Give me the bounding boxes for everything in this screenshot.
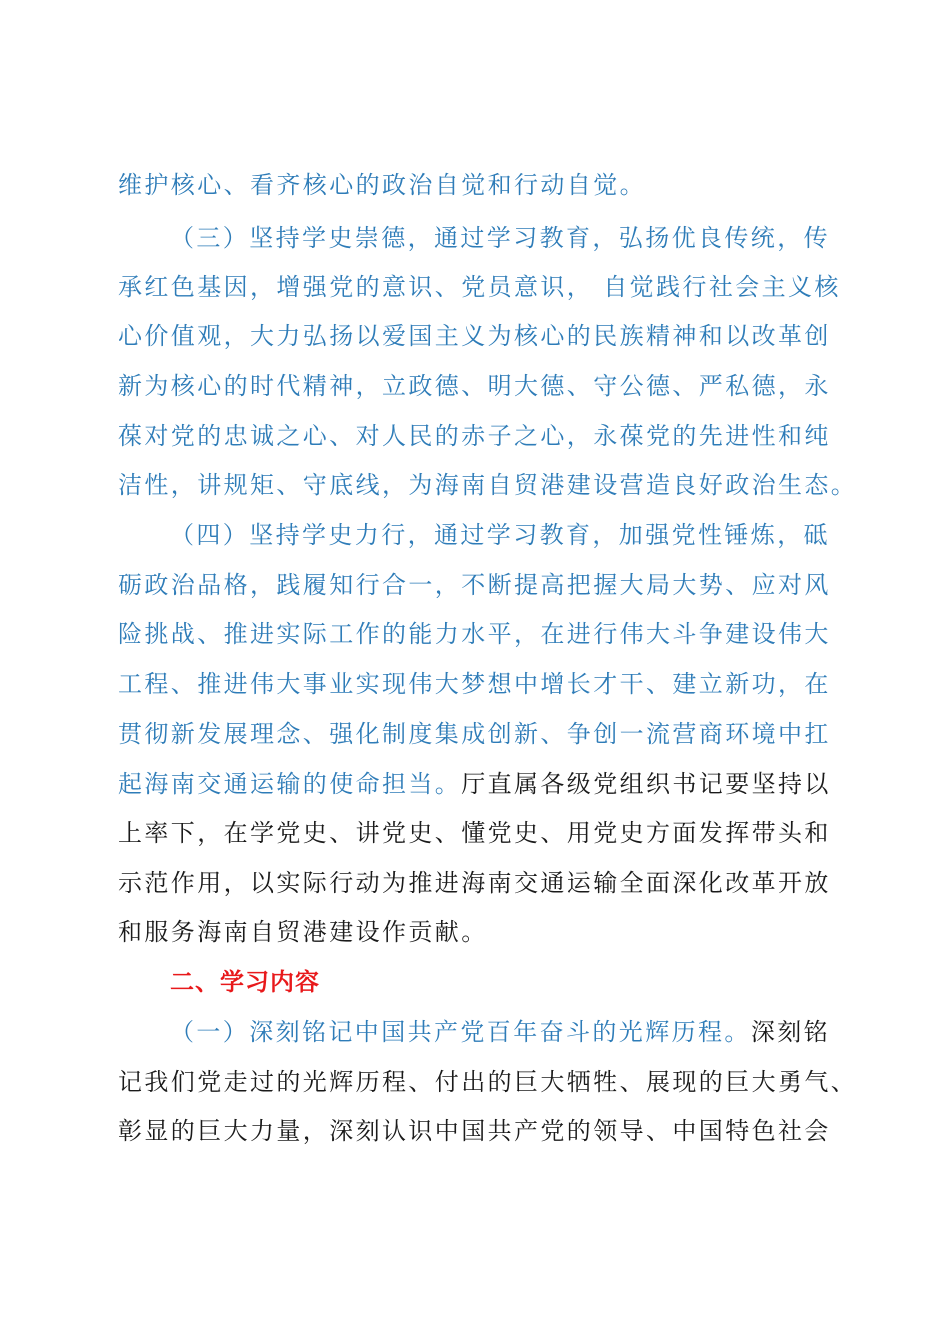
text-line: 洁性，讲规矩、守底线，为海南自贸港建设营造良好政治生态。	[118, 471, 858, 499]
text-line: 新为核心的时代精神，立政德、明大德、守公德、严私德，永	[118, 372, 831, 400]
text-line: 工程、推进伟大事业实现伟大梦想中增长才干、建立新功，在	[118, 670, 831, 698]
text-line: 记我们党走过的光辉历程、付出的巨大牺牲、展现的巨大勇气、	[118, 1068, 858, 1096]
text-line: 心价值观，大力弘扬以爱国主义为核心的民族精神和以改革创	[118, 322, 831, 350]
paragraph-4-start: （四）坚持学史力行，通过学习教育，加强党性锤炼，砥	[170, 521, 830, 549]
paragraph-3-start: （三）坚持学史崇德，通过学习教育，弘扬优良传统，传	[170, 224, 830, 252]
text-line-mixed	[118, 764, 838, 804]
text-line-mixed	[170, 1012, 890, 1052]
text-line: 承红色基因，增强党的意识、党员意识， 自觉践行社会主义核	[118, 273, 841, 301]
text-line: 维护核心、看齐核心的政治自觉和行动自觉。	[118, 171, 646, 199]
text-segment-dark: 厅直属各级党组织书记要坚持以	[461, 770, 831, 798]
text-segment-blue: （一）深刻铭记中国共产党百年奋斗的光辉历程。	[170, 1018, 751, 1046]
text-segment-dark: 深刻铭	[750, 1018, 831, 1046]
text-line: 险挑战、推进实际工作的能力水平，在进行伟大斗争建设伟大	[118, 620, 831, 648]
text-line: 砺政治品格，践履知行合一，不断提高把握大局大势、应对风	[118, 571, 831, 599]
text-line: 贯彻新发展理念、强化制度集成创新、争创一流营商环境中扛	[118, 720, 831, 748]
text-line: 示范作用，以实际行动为推进海南交通运输全面深化改革开放	[118, 869, 831, 897]
text-line: 葆对党的忠诚之心、对人民的赤子之心，永葆党的先进性和纯	[118, 422, 831, 450]
text-line: 和服务海南自贸港建设作贡献。	[118, 918, 488, 946]
text-line: 彰显的巨大力量，深刻认识中国共产党的领导、中国特色社会	[118, 1117, 831, 1145]
section-heading: 二、学习内容	[170, 968, 320, 996]
text-segment-blue: 起海南交通运输的使命担当。	[118, 770, 462, 798]
text-line: 上率下，在学党史、讲党史、懂党史、用党史方面发挥带头和	[118, 819, 831, 847]
